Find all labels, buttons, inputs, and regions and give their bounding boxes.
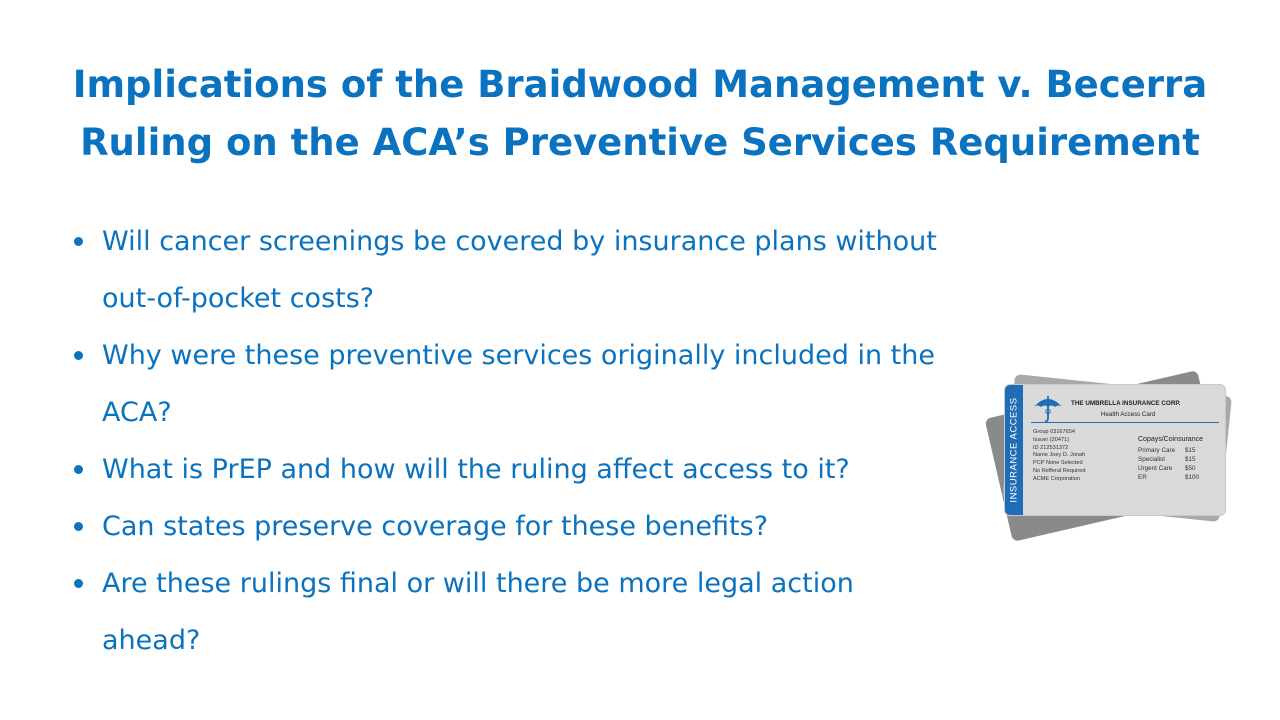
copay-row xyxy=(1138,455,1199,464)
bullet-dot-icon xyxy=(74,237,83,246)
bullet-text-continued: ahead? xyxy=(102,625,201,656)
card-copays-heading: Copays/Coinsurance xyxy=(1138,436,1203,443)
bullet-item xyxy=(70,555,1000,669)
card-divider xyxy=(1031,422,1219,423)
card-member-line: Group 03167654 xyxy=(1033,429,1075,435)
bullet-list xyxy=(70,213,1000,669)
bullet-text: Are these rulings final or will there be more legal action xyxy=(102,568,854,599)
insurance-card-illustration xyxy=(990,355,1245,550)
bullet-text-continued: out-of-pocket costs? xyxy=(102,283,375,314)
copay-row xyxy=(1138,464,1199,473)
copay-label: Specialist xyxy=(1138,456,1165,463)
bullet-dot-icon xyxy=(74,351,83,360)
card-member-line: ACME Corporation xyxy=(1033,475,1080,482)
bullet-item xyxy=(70,213,1000,327)
slide-title xyxy=(60,56,1220,172)
slide-title-line-2: Ruling on the ACA’s Preventive Services Requirement xyxy=(80,121,1200,164)
copay-label: Primary Care xyxy=(1138,447,1176,454)
card-side-label: INSURANCE ACCESS xyxy=(1008,397,1020,503)
bullet-text: What is PrEP and how will the ruling affect access to it? xyxy=(102,454,850,485)
copay-value: $50 xyxy=(1185,465,1196,472)
card-member-info xyxy=(1033,429,1085,484)
copay-row xyxy=(1138,446,1199,455)
copay-row xyxy=(1138,473,1199,482)
copay-label: Urgent Care xyxy=(1138,465,1173,472)
bullet-text: Can states preserve coverage for these benefits? xyxy=(102,511,769,542)
card-member-line: PCP None Selected xyxy=(1033,460,1083,467)
bullet-item xyxy=(70,498,1000,555)
bullet-dot-icon xyxy=(74,579,83,588)
card-company-name: THE UMBRELLA INSURANCE CORP. xyxy=(1071,400,1181,407)
slide-title-line-1: Implications of the Braidwood Management v. Becerra xyxy=(72,63,1208,106)
card-member-line: Issuer (20471) xyxy=(1033,436,1070,443)
bullet-dot-icon xyxy=(74,465,83,474)
insurance-card-front xyxy=(1005,385,1225,515)
bullet-text-continued: ACA? xyxy=(102,397,172,428)
copay-value: $15 xyxy=(1185,456,1196,463)
bullet-text: Will cancer screenings be covered by insurance plans without xyxy=(102,226,937,257)
copay-value: $100 xyxy=(1185,474,1200,481)
card-member-line: ID 212531372 xyxy=(1033,444,1069,451)
umbrella-icon xyxy=(1031,390,1065,424)
card-subtitle: Health Access Card xyxy=(1101,411,1156,418)
bullet-item xyxy=(70,327,1000,441)
card-member-line: No Refferal Required xyxy=(1033,467,1086,474)
bullet-item xyxy=(70,441,1000,498)
card-side-stripe xyxy=(1005,385,1023,515)
bullet-text: Why were these preventive services originally included in the xyxy=(102,340,935,371)
copay-label: ER xyxy=(1138,474,1147,481)
bullet-dot-icon xyxy=(74,522,83,531)
card-member-line: Name Joey D. Jonah xyxy=(1033,452,1086,459)
card-copays-table xyxy=(1138,446,1199,482)
copay-value: $15 xyxy=(1185,447,1196,454)
